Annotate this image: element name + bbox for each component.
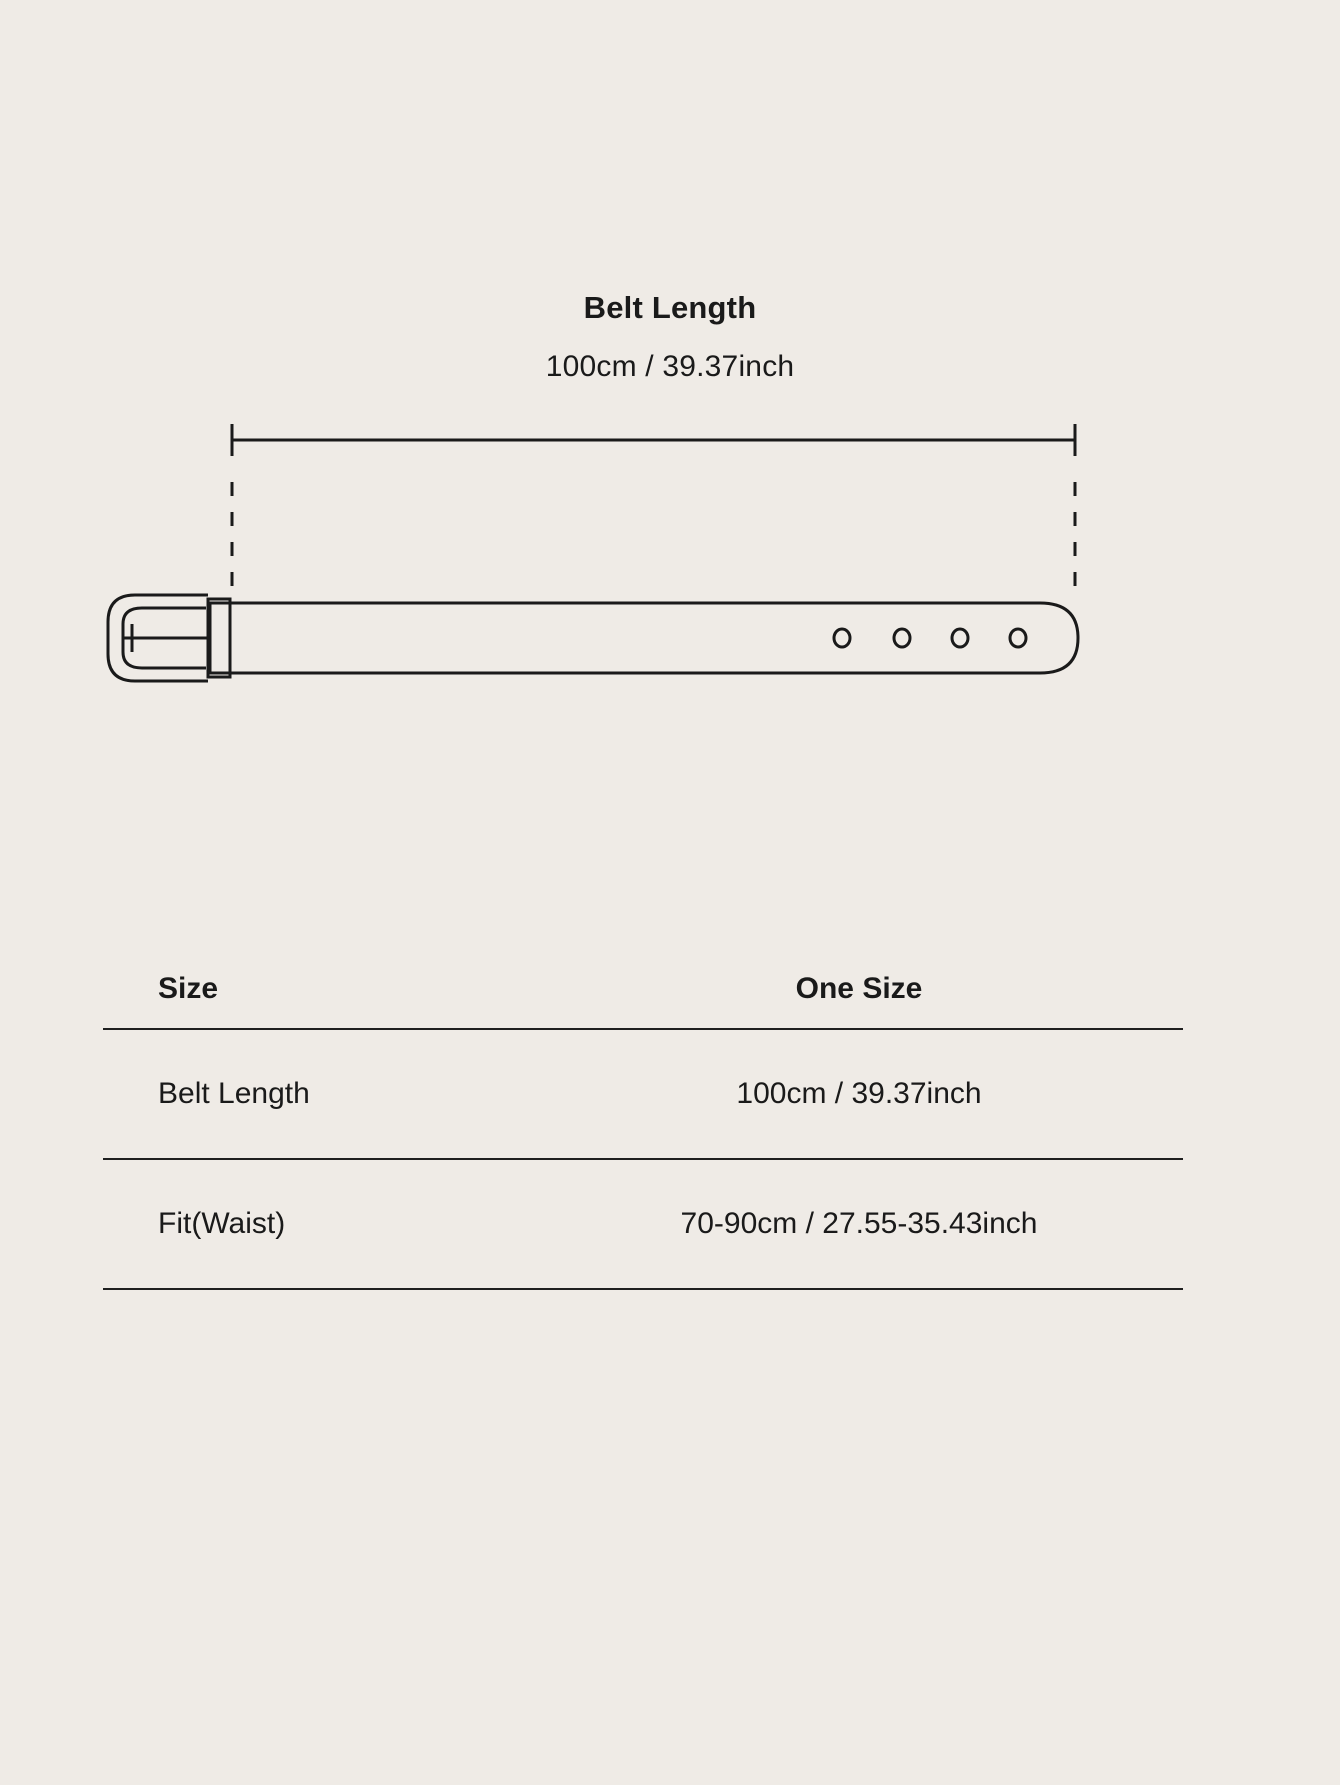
- belt-holes-icon: [834, 629, 1026, 647]
- table-row: [103, 1029, 1183, 1159]
- row-label-fit-waist: Fit(Waist): [158, 1207, 286, 1240]
- table-header-size: Size: [158, 972, 219, 1005]
- row-value-fit-waist: 70-90cm / 27.55-35.43inch: [680, 1207, 1038, 1240]
- belt-strap: [210, 603, 1078, 673]
- row-value-belt-length: 100cm / 39.37inch: [736, 1077, 982, 1110]
- table-header-one-size: One Size: [795, 972, 923, 1005]
- belt-buckle-icon: [108, 595, 208, 681]
- belt-illustration-icon: [60, 400, 1280, 730]
- row-label-belt-length: Belt Length: [158, 1077, 310, 1110]
- diagram-title: Belt Length: [583, 290, 757, 325]
- table-header-row: [103, 950, 1183, 1029]
- table-row: [103, 1159, 1183, 1289]
- diagram-measurement: 100cm / 39.37inch: [545, 350, 795, 383]
- size-table: [103, 950, 1183, 1290]
- dimension-line-icon: [232, 424, 1075, 456]
- dimension-extension-lines: [232, 482, 1075, 590]
